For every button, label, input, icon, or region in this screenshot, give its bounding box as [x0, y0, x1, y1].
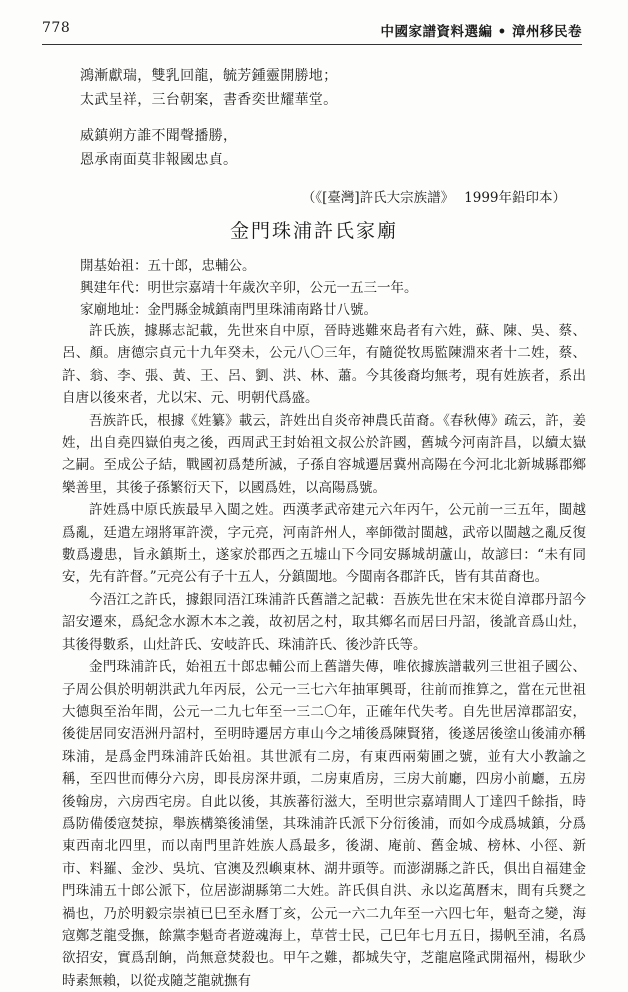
info-value: 五十郎，忠輔公。: [147, 258, 256, 274]
source-citation: [302, 186, 566, 206]
citation-year: 1999年鉛印本）: [464, 190, 566, 206]
info-label: 家廟地址：: [80, 302, 148, 318]
paragraph: 吾族許氏，根據《姓纂》載云，許姓出自炎帝神農氏苗裔。《春秋傳》疏云，許，姜姓，出自堯四嶽伯夷之後，西周武王封始祖文叔公於許國，舊城今河南許昌，以續太嶽之嗣。至成公子結，戰國初爲楚所滅，子孫自容城遷居冀州高陽在今河北北新城縣郡鄉樂善里，其後子孫繁衍天下，以國爲姓，以高陽爲號。: [62, 412, 586, 496]
body-text: [62, 320, 586, 992]
book-title: 中國家譜資料選編 • 漳州移民卷: [380, 24, 582, 40]
header-rule: [42, 44, 582, 45]
info-row-founder: [80, 254, 256, 274]
info-value: 金門縣金城鎮南門里珠浦南路廿八號。: [147, 302, 377, 318]
section-title: 金門珠浦許氏家廟: [229, 220, 398, 242]
couplet-line: 太武呈祥，三台朝案，書香奕世耀華堂。: [80, 92, 338, 108]
couplet-line: 恩承南面莫非報國忠貞。: [80, 152, 238, 168]
citation-title: （《[臺灣]許氏大宗族譜》: [301, 190, 455, 206]
info-label: 興建年代：: [80, 280, 148, 296]
page-number: 778: [42, 20, 71, 36]
couplet-line: 鴻漸獻瑞，雙乳回龍，毓芳鍾靈開勝地；: [80, 68, 338, 84]
info-value: 明世宗嘉靖十年歲次辛卯，公元一五三一年。: [147, 280, 418, 296]
running-header: [42, 20, 582, 40]
paragraph: 今浯江之許氏，據銀同浯江珠浦許氏舊譜之記載：吾族先世在宋末從自漳郡丹詔今詔安遷來，爲紀念水源木本之義，故初居之村，取其鄉名而居曰丹詔，後訛音爲山灶，其後得數系，山灶許氏、安岐許氏、珠浦許氏、後沙許氏等。: [62, 591, 586, 653]
info-row-year: [80, 276, 418, 296]
info-row-address: [80, 298, 377, 318]
info-label: 開基始祖：: [80, 258, 148, 274]
couplet-one: [80, 64, 337, 112]
paragraph: 金門珠浦許氏，始祖五十郎忠輔公而上舊譜失傳，唯依據族譜載列三世祖子國公、子周公俱於明朝洪武九年丙辰，公元一三七六年抽軍興哥，往前而推算之，當在元世祖大德與至治年間，公元一二九七年至一三二〇年，正確年代失考。自先世居漳郡詔安，後徙居同安浯洲丹詔村，至明時遷居方車山今之埔後爲陳賢猪，後遂居後塗山後浦亦稱珠浦，是爲金門珠浦許氏始祖。其世派有二房，有東西兩菊圃之號，並有大小教諭之稱，至四世而傳分六房，即長房深井頭，二房東盾房，三房大前廳，四房小前廳，五房後翰房，六房西宅房。自此以後，其族蕃衍滋大，至明世宗嘉靖間人丁達四千餘指，時爲防備倭寇焚掠，舉族構築後浦堡，其珠浦許氏派下分衍後浦，而如今成爲城鎮，分爲東西南北四里，而以南門里許姓族人爲最多，後湖、庵前、舊金城、榜林、小徑、新市、料羅、金沙、吳坑、官澳及烈嶼東林、湖井頭等。而澎湖縣之許氏，俱出自福建金門珠浦五十郎公派下，位居澎湖縣第二大姓。許氏俱自洪、永以迄萬曆末，間有兵燹之禍也，乃於明毅宗崇禎已巳至永曆丁亥，公元一六二九年至一六四七年，魁奇之變，海寇鄭芝龍受撫，餘黨李魁奇者遊魂海上，草菅士民，己巳年七月五日，揚帆至浦，名爲欲招安，實爲刮餉，尚無意焚殺也。甲午之難，都城失守，芝龍扈隆武開福州，楊耿少時素無賴，以從戎隨芝龍就撫有: [62, 659, 586, 989]
paragraph: 許氏族，據縣志記載，先世來自中原，晉時逃難來島者有六姓，蘇、陳、吳、蔡、呂、顏。唐德宗貞元十九年癸未，公元八〇三年，有隨從牧馬監陳淵來者十二姓，蔡、許、翁、李、張、黃、王、呂、劉、洪、林、蕭。今其後裔均無考，現有姓族者，系出自唐以後來者，尤以宋、元、明朝代爲盛。: [62, 323, 586, 407]
couplet-line: 威鎮朔方誰不聞聲播勝，: [80, 128, 238, 144]
paragraph: 許姓爲中原氏族最早入閩之姓。西漢孝武帝建元六年丙午，公元前一三五年，閩越爲亂，廷遣左翊將軍許濙，字元亮，河南許州人，率師徵討閩越，武帝以閩越之亂反復數爲邊患，旨永鎮斯土，遂家於郡西之五墟山下今同安縣城胡蘆山，故諺曰：“未有同安，先有許督。”元亮公有子十五人，分鎮閩地。今閩南各郡許氏，皆有其苗裔也。: [62, 502, 586, 586]
couplet-two: [80, 124, 237, 172]
